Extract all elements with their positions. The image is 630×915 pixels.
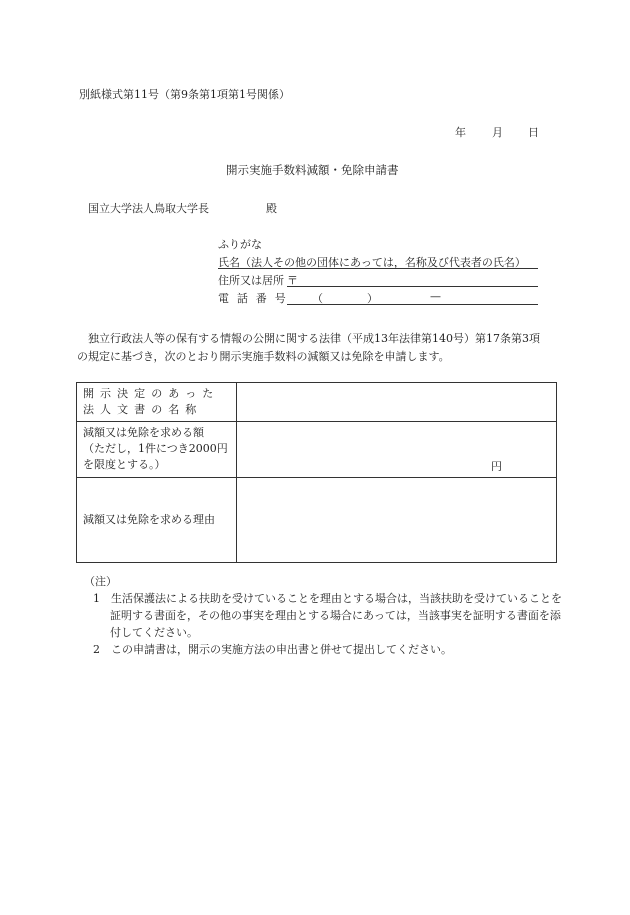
- phone-underline[interactable]: [287, 304, 538, 305]
- note-item-2: 2 この申請書は，開示の実施方法の申出書と併せて提出してください。: [93, 643, 452, 656]
- furigana-label: ふりがな: [218, 238, 262, 251]
- phone-label: 電 話 番 号: [218, 292, 288, 305]
- notes-heading: （注）: [84, 575, 117, 588]
- document-name-label-line2: 法人文書の名称: [83, 403, 203, 416]
- phone-close-paren: ）: [367, 292, 378, 305]
- notes-section: [84, 573, 564, 658]
- document-name-label-line1: 開示決定のあった: [83, 387, 220, 400]
- note-item-1: 1 生活保護法による扶助を受けていることを理由とする場合は，当該扶助を受けていることを証明する書面を，その他の事実を理由とする場合にあっては，当該事実を証明する書面を添付してください。: [93, 592, 562, 639]
- amount-label: [77, 422, 237, 478]
- phone-dash: —: [430, 290, 441, 303]
- form-number: 別紙様式第11号（第9条第1項第1号関係）: [79, 88, 290, 101]
- table-row-reason: [77, 478, 557, 563]
- date-day: 日: [528, 126, 539, 139]
- date-year: 年: [455, 126, 466, 139]
- name-underline[interactable]: [218, 268, 538, 269]
- amount-label-line3: を限度とする。）: [83, 458, 166, 471]
- body-text-line2: の規定に基づき，次のとおり開示実施手数料の減額又は免除を申請します。: [77, 350, 450, 363]
- amount-label-line2: （ただし，1件につき2000円: [83, 442, 228, 455]
- page-title: 開示実施手数料減額・免除申請書: [226, 163, 399, 177]
- table-row-amount: [77, 422, 557, 478]
- application-table: [76, 382, 557, 563]
- table-row-document-name: [77, 383, 557, 422]
- addressee-honorific: 殿: [266, 202, 277, 215]
- reason-input[interactable]: [237, 478, 557, 563]
- postal-mark: 〒: [287, 274, 298, 287]
- document-name-input[interactable]: [237, 383, 557, 422]
- document-name-label: [77, 383, 237, 422]
- amount-unit: 円: [491, 460, 502, 473]
- addressee-name: 国立大学法人鳥取大学長: [88, 202, 209, 215]
- body-text-line1: 独立行政法人等の保有する情報の公開に関する法律（平成13年法律第140号）第17条第3項: [88, 332, 540, 345]
- amount-label-line1: 減額又は免除を求める額: [83, 426, 204, 439]
- name-label: 氏名（法人その他の団体にあっては，名称及び代表者の氏名）: [218, 256, 526, 269]
- address-underline[interactable]: [287, 286, 538, 287]
- reason-label: 減額又は免除を求める理由: [77, 478, 237, 563]
- address-label: 住所又は居所: [218, 274, 284, 287]
- amount-input[interactable]: [237, 422, 557, 478]
- date-month: 月: [492, 126, 503, 139]
- phone-open-paren: （: [312, 292, 323, 305]
